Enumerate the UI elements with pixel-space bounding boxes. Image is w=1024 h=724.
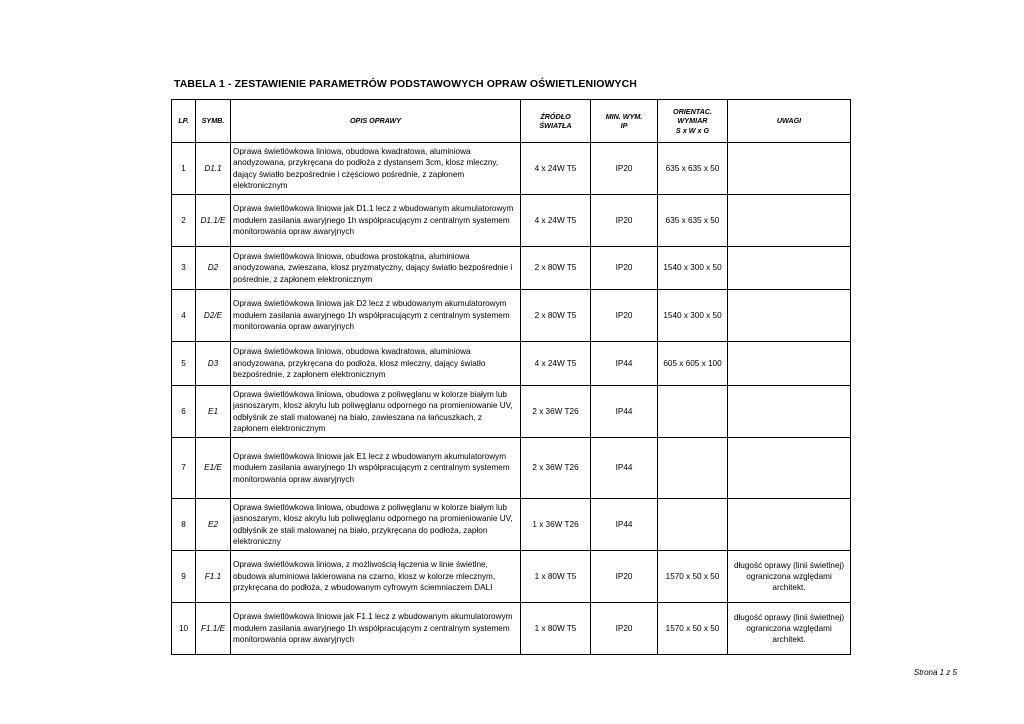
- cell-uwagi: [728, 386, 851, 438]
- cell-symb: F1.1/E: [196, 603, 231, 655]
- cell-lp: 3: [172, 247, 196, 290]
- cell-zrodlo: 2 x 36W T26: [521, 438, 591, 499]
- cell-lp: 10: [172, 603, 196, 655]
- cell-zrodlo: 4 x 24W T5: [521, 195, 591, 247]
- cell-ip: IP44: [591, 499, 658, 551]
- cell-lp: 9: [172, 551, 196, 603]
- cell-wymiar: [658, 499, 728, 551]
- cell-opis: Oprawa świetlówkowa liniowa, obudowa z poliwęglanu w kolorze białym lub jasnoszarym, klosz akrylu lub poliwęglanu odpornego na promieniowanie UV, odbłyśnik ze stali malowanej na biało, zawieszana na łańcuszkach, z zapłonem elektronicznym: [231, 386, 521, 438]
- table-row: [172, 290, 851, 342]
- cell-zrodlo: 4 x 24W T5: [521, 342, 591, 386]
- cell-wymiar: 1570 x 50 x 50: [658, 551, 728, 603]
- cell-opis: Oprawa świetlówkowa liniowa jak F1.1 lecz z wbudowanym akumulatorowym modułem zasilania awaryjnego 1h współpracującym z centralnym systemem monitorowania opraw awaryjnych: [231, 603, 521, 655]
- cell-ip: IP44: [591, 438, 658, 499]
- cell-wymiar: [658, 386, 728, 438]
- cell-zrodlo: 1 x 80W T5: [521, 603, 591, 655]
- cell-wymiar: [658, 438, 728, 499]
- cell-symb: D1.1: [196, 143, 231, 195]
- cell-uwagi: [728, 342, 851, 386]
- cell-zrodlo: 1 x 80W T5: [521, 551, 591, 603]
- header-wymiar-line1: ORIENTAC.: [673, 106, 712, 116]
- cell-opis: Oprawa świetlówkowa liniowa, obudowa z poliwęglanu w kolorze białym lub jasnoszarym, klosz akrylu lub poliwęglanu odpornego na promieniowanie UV, odbłyśnik ze stali malowanej na biało, przykręcana do podłoża, zapłon elektroniczny: [231, 499, 521, 551]
- cell-symb: D2/E: [196, 290, 231, 342]
- cell-lp: 7: [172, 438, 196, 499]
- cell-symb: E1: [196, 386, 231, 438]
- cell-lp: 1: [172, 143, 196, 195]
- table-row: [172, 342, 851, 386]
- header-wymiar-line2: WYMIAR: [677, 116, 708, 126]
- cell-opis: Oprawa świetlówkowa liniowa, z możliwością łączenia w linie świetlne, obudowa aluminiowa lakierowana na czarno, klosz w kolorze mlecznym, przykręcana do podłoża, z wbudowanym cyfrowym ściemniaczem DALI: [231, 551, 521, 603]
- cell-symb: E2: [196, 499, 231, 551]
- header-opis: OPIS OPRAWY: [231, 100, 521, 143]
- cell-uwagi: długość oprawy (linii świetlnej) ograniczona względami architekt.: [728, 551, 851, 603]
- cell-symb: E1/E: [196, 438, 231, 499]
- cell-zrodlo: 1 x 36W T26: [521, 499, 591, 551]
- cell-uwagi: [728, 499, 851, 551]
- header-wymiar-line3: S x W x G: [675, 125, 710, 135]
- cell-wymiar: 1570 x 50 x 50: [658, 603, 728, 655]
- cell-uwagi: długość oprawy (linii świetlnej) ograniczona względami architekt.: [728, 603, 851, 655]
- cell-zrodlo: 4 x 24W T5: [521, 143, 591, 195]
- cell-ip: IP20: [591, 603, 658, 655]
- cell-opis: Oprawa świetlówkowa liniowa jak D2 lecz z wbudowanym akumulatorowym modułem zasilania awaryjnego 1h współpracującym z centralnym systemem monitorowania opraw awaryjnych: [231, 290, 521, 342]
- table-row: [172, 247, 851, 290]
- cell-lp: 8: [172, 499, 196, 551]
- cell-uwagi: [728, 247, 851, 290]
- table-row: [172, 386, 851, 438]
- table-row: [172, 551, 851, 603]
- cell-opis: Oprawa świetlówkowa liniowa, obudowa kwadratowa, aluminiowa anodyzowana, przykręcana do podłoża, klosz mleczny, dający światło bezpośrednie, z zapłonem elektronicznym: [231, 342, 521, 386]
- header-wymiar: [658, 100, 728, 143]
- table-row: [172, 195, 851, 247]
- header-ip: [591, 100, 658, 143]
- header-symb: SYMB.: [196, 100, 231, 143]
- cell-ip: IP44: [591, 386, 658, 438]
- cell-ip: IP44: [591, 342, 658, 386]
- table-row: [172, 603, 851, 655]
- cell-uwagi: [728, 438, 851, 499]
- cell-wymiar: 635 x 635 x 50: [658, 195, 728, 247]
- header-ip-line2: IP: [620, 121, 628, 130]
- cell-zrodlo: 2 x 80W T5: [521, 247, 591, 290]
- cell-lp: 2: [172, 195, 196, 247]
- header-ip-line1: MIN. WYM.: [605, 111, 643, 121]
- cell-ip: IP20: [591, 195, 658, 247]
- cell-symb: D2: [196, 247, 231, 290]
- page-number: Strona 1 z 5: [913, 668, 957, 677]
- cell-opis: Oprawa świetlówkowa liniowa, obudowa kwadratowa, aluminiowa anodyzowana, przykręcana do podłoża z dystansem 3cm, klosz mleczny, dający światło bezpośrednie i częściowo pośrednie, z zapłonem elektronicznym: [231, 143, 521, 195]
- cell-ip: IP20: [591, 247, 658, 290]
- cell-opis: Oprawa świetlówkowa liniowa jak E1 lecz z wbudowanym akumulatorowym modułem zasilania awaryjnego 1h współpracującym z centralnym systemem monitorowania opraw awaryjnych: [231, 438, 521, 499]
- cell-zrodlo: 2 x 36W T26: [521, 386, 591, 438]
- cell-zrodlo: 2 x 80W T5: [521, 290, 591, 342]
- cell-ip: IP20: [591, 143, 658, 195]
- cell-lp: 6: [172, 386, 196, 438]
- cell-uwagi: [728, 290, 851, 342]
- cell-ip: IP20: [591, 290, 658, 342]
- cell-opis: Oprawa świetlówkowa liniowa jak D1.1 lecz z wbudowanym akumulatorowym modułem zasilania awaryjnego 1h współpracującym z centralnym systemem monitorowania opraw awaryjnych: [231, 195, 521, 247]
- cell-wymiar: 1540 x 300 x 50: [658, 290, 728, 342]
- cell-uwagi: [728, 143, 851, 195]
- cell-symb: D3: [196, 342, 231, 386]
- cell-opis: Oprawa świetlówkowa liniowa, obudowa prostokątna, aluminiowa anodyzowana, zwieszana, klosz pryzmatyczny, dający światło bezpośrednie i pośrednie, z zapłonem elektronicznym: [231, 247, 521, 290]
- cell-symb: D1.1/E: [196, 195, 231, 247]
- cell-wymiar: 605 x 605 x 100: [658, 342, 728, 386]
- table-row: [172, 143, 851, 195]
- header-lp: LP.: [172, 100, 196, 143]
- header-uwagi: UWAGI: [728, 100, 851, 143]
- cell-uwagi: [728, 195, 851, 247]
- cell-wymiar: 1540 x 300 x 50: [658, 247, 728, 290]
- table-title: TABELA 1 - ZESTAWIENIE PARAMETRÓW PODSTAWOWYCH OPRAW OŚWIETLENIOWYCH: [174, 78, 637, 90]
- header-zrodlo-line2: ŚWIATŁA: [539, 121, 572, 130]
- header-row: [172, 100, 851, 143]
- cell-lp: 5: [172, 342, 196, 386]
- table-row: [172, 438, 851, 499]
- header-zrodlo: [521, 100, 591, 143]
- luminaires-table: [171, 99, 851, 655]
- cell-symb: F1.1: [196, 551, 231, 603]
- cell-lp: 4: [172, 290, 196, 342]
- cell-ip: IP20: [591, 551, 658, 603]
- header-zrodlo-line1: ŹRÓDŁO: [540, 111, 571, 121]
- cell-wymiar: 635 x 635 x 50: [658, 143, 728, 195]
- table-row: [172, 499, 851, 551]
